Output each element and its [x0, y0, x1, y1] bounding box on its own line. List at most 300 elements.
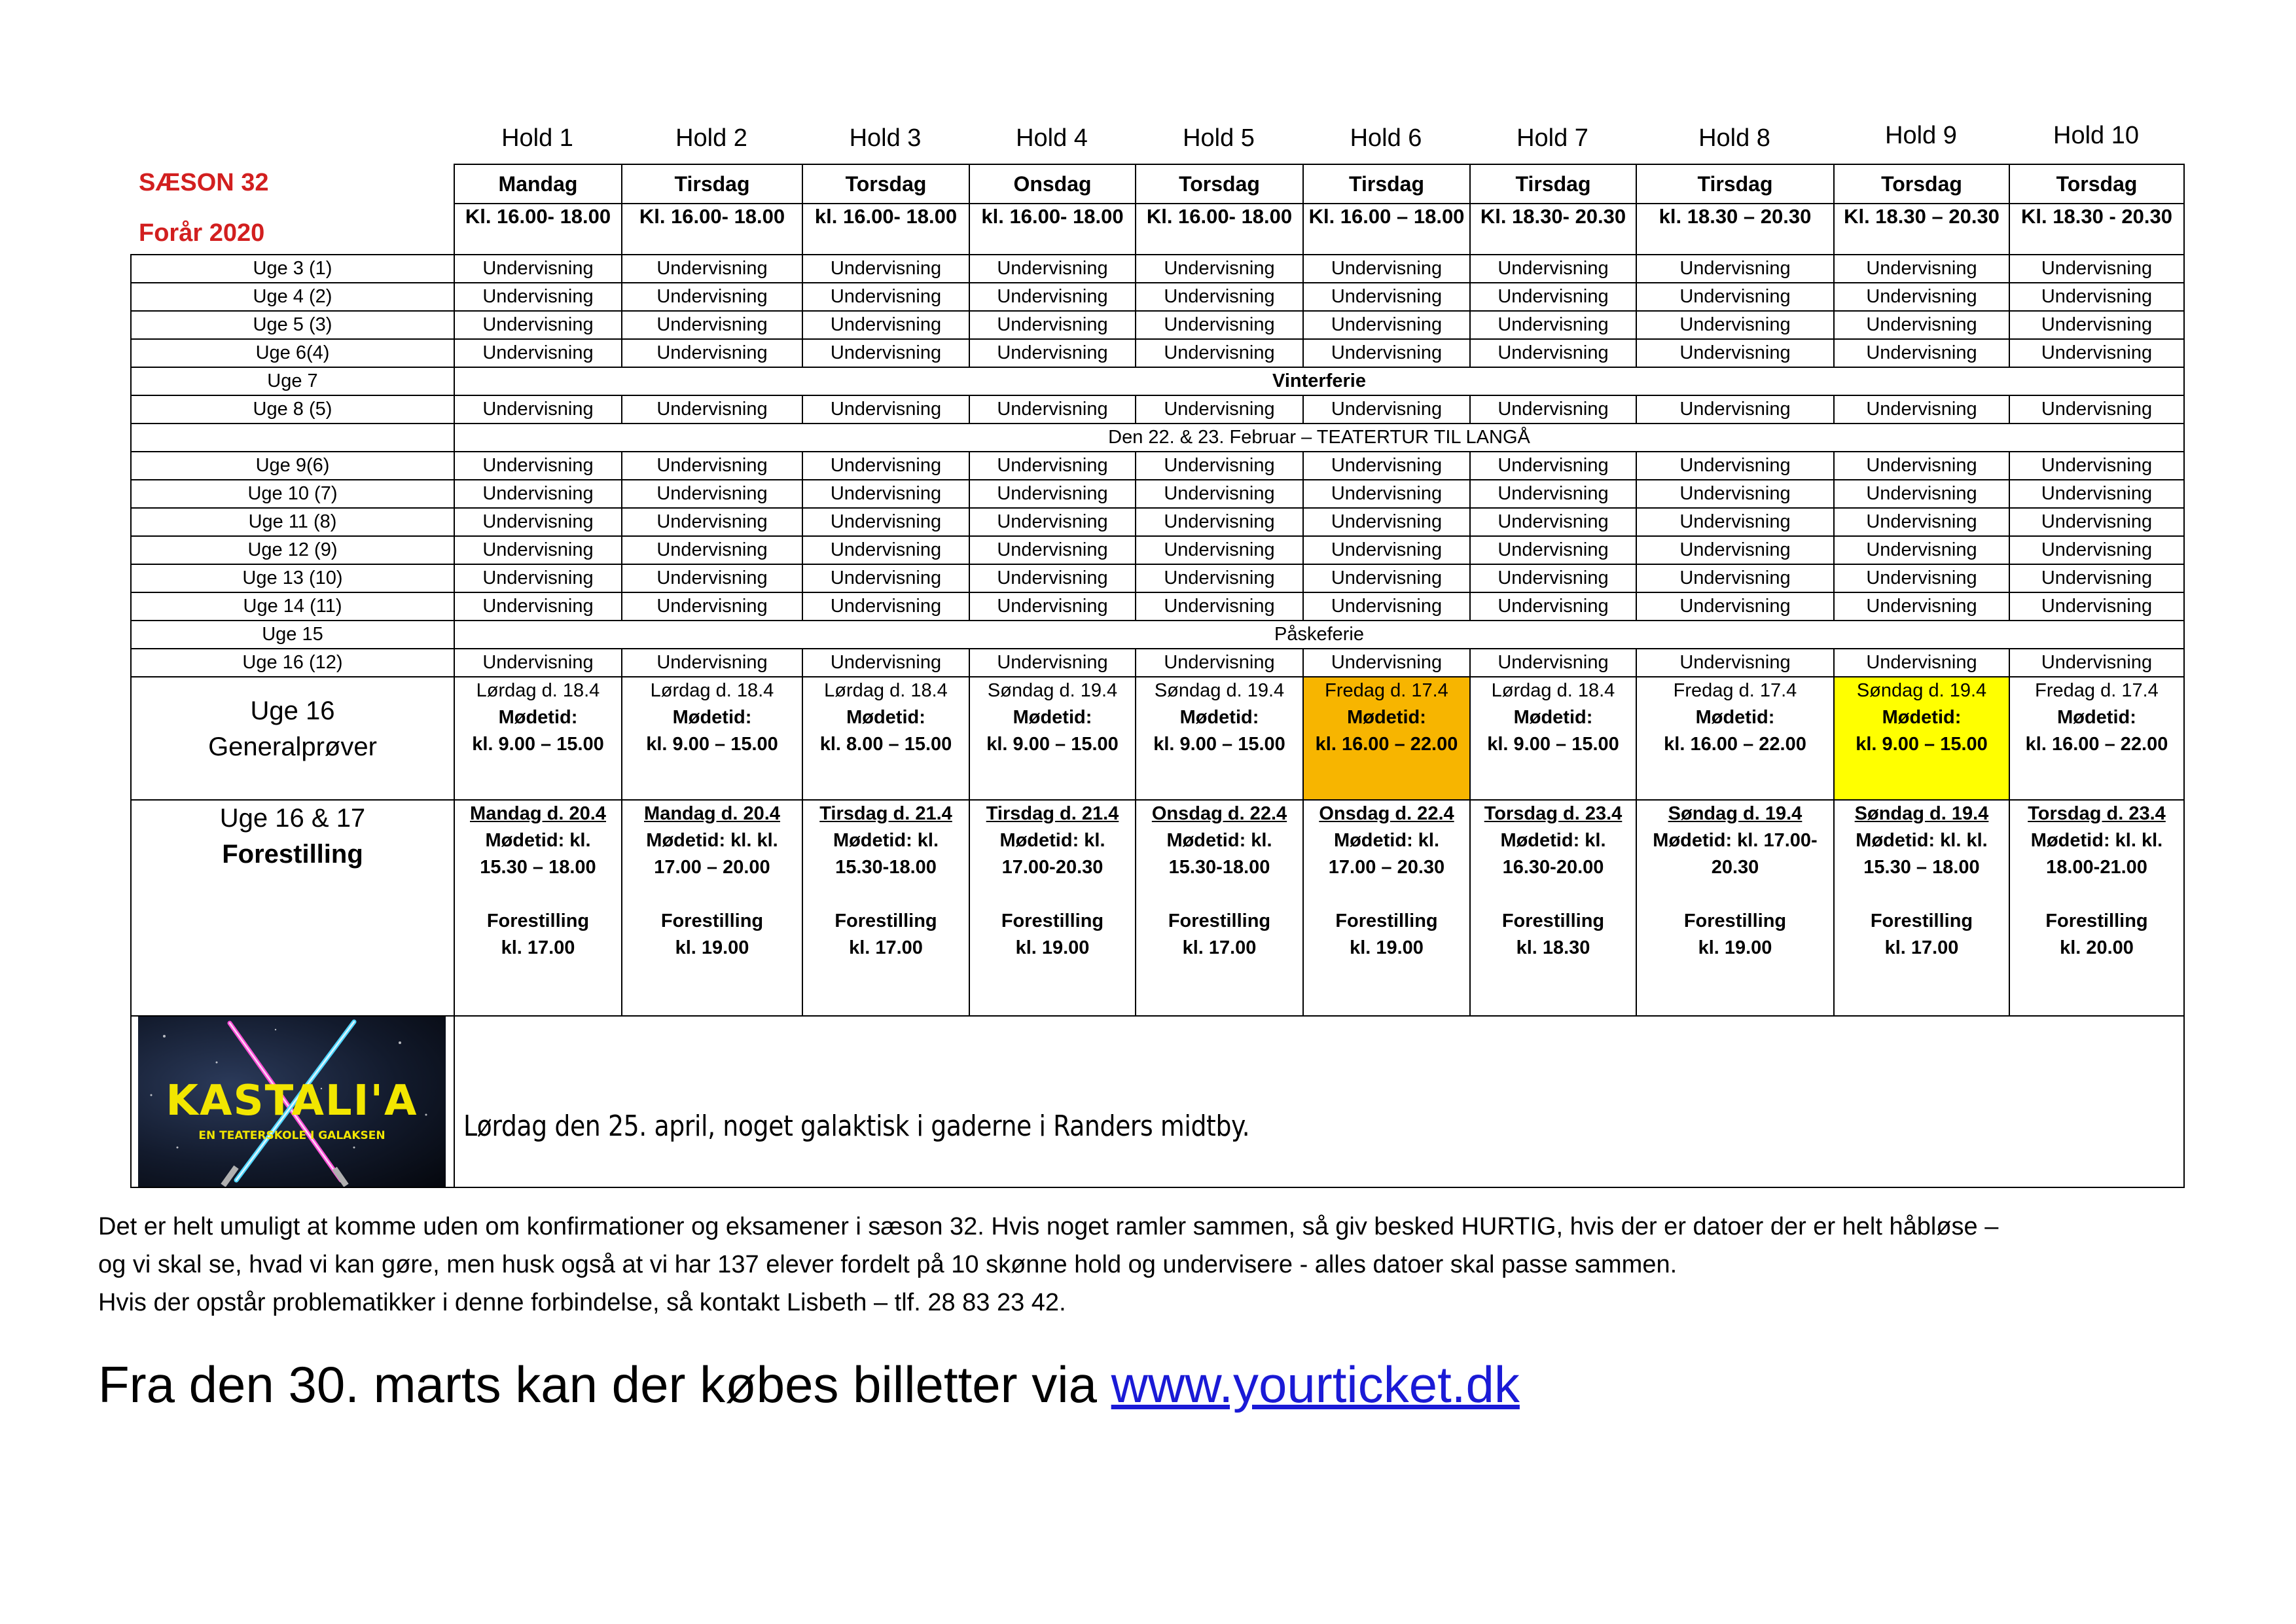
lesson-cell: Undervisning	[2009, 283, 2184, 311]
performance-cell	[622, 800, 802, 1016]
lesson-cell: Undervisning	[1136, 508, 1303, 536]
lesson-cell: Undervisning	[1136, 564, 1303, 592]
week-label: Uge 11 (8)	[131, 508, 454, 536]
lesson-cell: Undervisning	[1136, 283, 1303, 311]
week-row	[131, 452, 2184, 480]
performance-show-time: kl. 17.00	[501, 937, 575, 958]
lesson-cell: Undervisning	[622, 480, 802, 508]
lesson-cell: Undervisning	[1303, 536, 1470, 564]
logo-cell	[131, 1016, 454, 1187]
week-label: Uge 6(4)	[131, 339, 454, 367]
lesson-cell: Undervisning	[622, 536, 802, 564]
rehearsal-label-title: Generalprøver	[208, 732, 377, 761]
performance-show-label: Forestilling	[1501, 911, 1605, 931]
lesson-cell: Undervisning	[1834, 339, 2009, 367]
lesson-cell: Undervisning	[1136, 536, 1303, 564]
lesson-cell: Undervisning	[969, 339, 1136, 367]
spacer	[1835, 881, 2009, 908]
lesson-cell: Undervisning	[454, 395, 622, 424]
performance-meet-time: 15.30 – 18.00	[1863, 857, 1980, 878]
lesson-cell: Undervisning	[969, 508, 1136, 536]
lesson-cell: Undervisning	[1470, 649, 1636, 677]
rehearsal-time: kl. 9.00 – 15.00	[646, 734, 778, 755]
rehearsal-meet-label: Mødetid:	[498, 707, 578, 728]
lesson-cell: Undervisning	[1303, 649, 1470, 677]
time-cell: Kl. 16.00- 18.00	[454, 204, 622, 255]
performance-meet: Mødetid: kl. kl.	[1856, 830, 1988, 851]
lesson-cell: Undervisning	[1136, 311, 1303, 339]
hold-heading: Hold 3	[849, 124, 922, 152]
promo-text: Lørdag den 25. april, noget galaktisk i gaderne i Randers midtby.	[463, 1110, 1250, 1143]
time-cell: Kl. 18.30- 20.30	[1470, 204, 1636, 255]
lesson-cell: Undervisning	[1834, 311, 2009, 339]
lesson-cell: Undervisning	[454, 564, 622, 592]
performance-label-title: Forestilling	[222, 840, 363, 869]
time-cell: Kl. 16.00- 18.00	[1136, 204, 1303, 255]
lesson-cell: Undervisning	[969, 649, 1136, 677]
lesson-cell: Undervisning	[1136, 649, 1303, 677]
rehearsal-meet-label: Mødetid:	[1695, 707, 1775, 728]
day-cell: Torsdag	[1834, 164, 2009, 204]
performance-cell	[969, 800, 1136, 1016]
hold-heading: Hold 9	[1885, 122, 1957, 149]
performance-date: Søndag d. 19.4	[1854, 803, 1989, 824]
lesson-cell: Undervisning	[1470, 592, 1636, 621]
rehearsal-meet-label: Mødetid:	[1013, 707, 1092, 728]
lesson-cell: Undervisning	[622, 564, 802, 592]
performance-show-label: Forestilling	[660, 911, 764, 931]
day-row	[131, 164, 2184, 204]
rehearsal-meet-label: Mødetid:	[2057, 707, 2136, 728]
time-cell: Kl. 18.30 - 20.30	[2009, 204, 2184, 255]
lesson-cell: Undervisning	[969, 255, 1136, 283]
performance-meet: Mødetid: kl.	[999, 830, 1105, 851]
performance-meet-time: 17.00 – 20.00	[654, 857, 770, 878]
lesson-cell: Undervisning	[1834, 395, 2009, 424]
lesson-cell: Undervisning	[1470, 255, 1636, 283]
lesson-cell: Undervisning	[1470, 536, 1636, 564]
lesson-cell: Undervisning	[1303, 480, 1470, 508]
performance-meet-time: 17.00 – 20.30	[1328, 857, 1445, 878]
spacer	[803, 881, 969, 908]
spacer	[455, 881, 621, 908]
hold-heading: Hold 2	[675, 124, 747, 152]
lesson-cell: Undervisning	[1636, 480, 1834, 508]
performance-cell	[1636, 800, 1834, 1016]
performance-show-time: kl. 17.00	[1884, 937, 1959, 958]
lesson-cell: Undervisning	[1470, 564, 1636, 592]
lesson-cell: Undervisning	[1303, 283, 1470, 311]
lesson-cell: Undervisning	[2009, 255, 2184, 283]
lesson-cell: Undervisning	[2009, 649, 2184, 677]
promo-row	[131, 1016, 2184, 1187]
lesson-cell: Undervisning	[1470, 311, 1636, 339]
performance-meet: Mødetid: kl.	[1333, 830, 1440, 851]
lesson-cell: Undervisning	[1636, 592, 1834, 621]
logo-title: KASTALI'A	[166, 1077, 418, 1125]
kastalia-logo	[138, 1017, 446, 1187]
lesson-cell: Undervisning	[1470, 508, 1636, 536]
performance-show-label: Forestilling	[486, 911, 590, 931]
performance-date: Torsdag d. 23.4	[2028, 803, 2166, 824]
promo-cell	[454, 1016, 2184, 1187]
lesson-cell: Undervisning	[454, 536, 622, 564]
hold-heading: Hold 5	[1183, 124, 1255, 152]
lesson-cell: Undervisning	[802, 649, 969, 677]
week-row	[131, 255, 2184, 283]
lesson-cell: Undervisning	[622, 283, 802, 311]
spacer	[1637, 881, 1833, 908]
day-cell: Tirsdag	[1303, 164, 1470, 204]
lesson-cell: Undervisning	[1303, 508, 1470, 536]
lesson-cell: Undervisning	[2009, 452, 2184, 480]
time-row	[131, 204, 2184, 255]
lesson-cell: Undervisning	[454, 480, 622, 508]
performance-show-label: Forestilling	[834, 911, 937, 931]
lesson-cell: Undervisning	[1136, 255, 1303, 283]
lesson-cell: Undervisning	[1303, 339, 1470, 367]
week-label: Uge 3 (1)	[131, 255, 454, 283]
week-row	[131, 395, 2184, 424]
rehearsal-meet-label: Mødetid:	[1513, 707, 1593, 728]
rehearsal-cell	[802, 677, 969, 800]
performance-meet: Mødetid: kl. kl.	[646, 830, 778, 851]
performance-date: Onsdag d. 22.4	[1151, 803, 1287, 824]
info-note-line: Det er helt umuligt at komme uden om konfirmationer og eksamener i sæson 32. Hvis noget ramler sammen, så giv besked HURTIG, hvis der er datoer der er helt håbløse –	[98, 1213, 1999, 1240]
spacer	[1304, 881, 1469, 908]
lesson-cell: Undervisning	[1470, 480, 1636, 508]
week-label: Uge 5 (3)	[131, 311, 454, 339]
performance-date: Søndag d. 19.4	[1668, 803, 1803, 824]
rehearsal-date: Fredag d. 17.4	[2035, 680, 2159, 701]
week-row	[131, 339, 2184, 367]
week-label	[131, 424, 454, 452]
lesson-cell: Undervisning	[1834, 564, 2009, 592]
spacer	[2010, 881, 2183, 908]
lesson-cell: Undervisning	[1470, 452, 1636, 480]
performance-date: Onsdag d. 22.4	[1319, 803, 1454, 824]
performance-date: Mandag d. 20.4	[644, 803, 780, 824]
ticket-link[interactable]: www.yourticket.dk	[1111, 1356, 1520, 1413]
lesson-cell: Undervisning	[1636, 255, 1834, 283]
week-label: Uge 8 (5)	[131, 395, 454, 424]
week-label: Uge 15	[131, 621, 454, 649]
rehearsal-time: kl. 9.00 – 15.00	[472, 734, 604, 755]
lesson-cell: Undervisning	[2009, 508, 2184, 536]
lesson-cell: Undervisning	[969, 452, 1136, 480]
performance-meet-time: 16.30-20.00	[1502, 857, 1604, 878]
hold-heading: Hold 8	[1698, 124, 1770, 152]
performance-show-time: kl. 19.00	[675, 937, 749, 958]
rehearsal-cell	[454, 677, 622, 800]
day-cell: Torsdag	[1136, 164, 1303, 204]
performance-show-label: Forestilling	[1001, 911, 1104, 931]
week-note: Vinterferie	[454, 367, 2184, 395]
lesson-cell: Undervisning	[1636, 452, 1834, 480]
week-row	[131, 480, 2184, 508]
week-label: Uge 13 (10)	[131, 564, 454, 592]
lesson-cell: Undervisning	[2009, 536, 2184, 564]
week-row	[131, 649, 2184, 677]
week-row	[131, 367, 2184, 395]
rehearsal-cell	[1834, 677, 2009, 800]
blank-cell	[131, 204, 454, 255]
performance-meet: Mødetid: kl.	[485, 830, 591, 851]
spacer	[1136, 881, 1302, 908]
rehearsal-label	[131, 677, 454, 800]
time-cell: Kl. 18.30 – 20.30	[1834, 204, 2009, 255]
lesson-cell: Undervisning	[1303, 255, 1470, 283]
week-row	[131, 508, 2184, 536]
season-subtitle: Forår 2020	[139, 219, 265, 247]
lesson-cell: Undervisning	[622, 592, 802, 621]
lesson-cell: Undervisning	[969, 564, 1136, 592]
rehearsal-cell	[2009, 677, 2184, 800]
rehearsal-label-week: Uge 16	[250, 696, 335, 725]
rehearsal-cell	[1636, 677, 1834, 800]
lesson-cell: Undervisning	[1136, 339, 1303, 367]
week-label: Uge 9(6)	[131, 452, 454, 480]
lesson-cell: Undervisning	[802, 452, 969, 480]
performance-meet: Mødetid: kl.	[1500, 830, 1606, 851]
performance-show-label: Forestilling	[1870, 911, 1973, 931]
info-note-line: Hvis der opstår problematikker i denne forbindelse, så kontakt Lisbeth – tlf. 28 83 23 42.	[98, 1289, 1066, 1316]
performance-show-label: Forestilling	[1683, 911, 1787, 931]
lesson-cell: Undervisning	[969, 395, 1136, 424]
performance-label	[131, 800, 454, 1016]
lesson-cell: Undervisning	[1136, 452, 1303, 480]
lesson-cell: Undervisning	[1303, 395, 1470, 424]
week-label: Uge 10 (7)	[131, 480, 454, 508]
rehearsal-date: Søndag d. 19.4	[1856, 680, 1987, 701]
performance-cell	[454, 800, 622, 1016]
lesson-cell: Undervisning	[1470, 283, 1636, 311]
day-cell: Onsdag	[969, 164, 1136, 204]
week-row	[131, 536, 2184, 564]
week-note: Påskeferie	[454, 621, 2184, 649]
performance-meet-time: 15.30-18.00	[835, 857, 937, 878]
rehearsal-meet-label: Mødetid:	[846, 707, 925, 728]
lesson-cell: Undervisning	[802, 592, 969, 621]
performance-meet: Mødetid: kl. 17.00-	[1653, 830, 1818, 851]
lesson-cell: Undervisning	[1834, 283, 2009, 311]
performance-meet-time: 18.00-21.00	[2046, 857, 2147, 878]
rehearsal-cell	[1303, 677, 1470, 800]
lesson-cell: Undervisning	[622, 311, 802, 339]
info-note	[98, 1208, 1998, 1322]
lesson-cell: Undervisning	[1470, 395, 1636, 424]
week-label: Uge 4 (2)	[131, 283, 454, 311]
ticket-text: Fra den 30. marts kan der købes billetter via	[98, 1356, 1111, 1413]
lesson-cell: Undervisning	[622, 339, 802, 367]
hold-heading: Hold 10	[2053, 122, 2139, 149]
week-note: Den 22. & 23. Februar – TEATERTUR TIL LANGÅ	[454, 424, 2184, 452]
performance-show-time: kl. 19.00	[1350, 937, 1424, 958]
performance-meet-time: 17.00-20.30	[1001, 857, 1103, 878]
lesson-cell: Undervisning	[454, 311, 622, 339]
time-cell: kl. 16.00- 18.00	[969, 204, 1136, 255]
lesson-cell: Undervisning	[1136, 395, 1303, 424]
performance-show-label: Forestilling	[1168, 911, 1271, 931]
rehearsal-time: kl. 8.00 – 15.00	[819, 734, 952, 755]
rehearsal-cell	[1470, 677, 1636, 800]
lesson-cell: Undervisning	[2009, 564, 2184, 592]
rehearsal-date: Lørdag d. 18.4	[650, 680, 774, 701]
lesson-cell: Undervisning	[1834, 452, 2009, 480]
performance-row	[131, 800, 2184, 1016]
rehearsal-time: kl. 16.00 – 22.00	[1664, 734, 1806, 755]
lesson-cell: Undervisning	[802, 536, 969, 564]
performance-show-time: kl. 20.00	[2060, 937, 2134, 958]
lesson-cell: Undervisning	[969, 283, 1136, 311]
rehearsal-date: Lørdag d. 18.4	[824, 680, 948, 701]
performance-show-label: Forestilling	[2045, 911, 2148, 931]
lesson-cell: Undervisning	[454, 649, 622, 677]
lesson-cell: Undervisning	[1303, 592, 1470, 621]
lesson-cell: Undervisning	[1636, 564, 1834, 592]
performance-show-time: kl. 18.30	[1516, 937, 1590, 958]
performance-date: Tirsdag d. 21.4	[986, 803, 1119, 824]
performance-date: Tirsdag d. 21.4	[819, 803, 952, 824]
performance-meet-time: 20.30	[1711, 857, 1759, 878]
lesson-cell: Undervisning	[622, 255, 802, 283]
time-cell: kl. 16.00- 18.00	[802, 204, 969, 255]
lesson-cell: Undervisning	[802, 255, 969, 283]
day-cell: Tirsdag	[1636, 164, 1834, 204]
rehearsal-time: kl. 16.00 – 22.00	[2025, 734, 2168, 755]
performance-meet-time: 15.30 – 18.00	[480, 857, 596, 878]
lesson-cell: Undervisning	[1834, 480, 2009, 508]
lesson-cell: Undervisning	[802, 311, 969, 339]
performance-date: Mandag d. 20.4	[470, 803, 606, 824]
lesson-cell: Undervisning	[622, 452, 802, 480]
performance-show-label: Forestilling	[1335, 911, 1438, 931]
lesson-cell: Undervisning	[802, 508, 969, 536]
spacer	[970, 881, 1135, 908]
lesson-cell: Undervisning	[969, 536, 1136, 564]
lesson-cell: Undervisning	[1303, 452, 1470, 480]
lesson-cell: Undervisning	[1636, 395, 1834, 424]
lesson-cell: Undervisning	[969, 592, 1136, 621]
rehearsal-cell	[622, 677, 802, 800]
performance-show-time: kl. 19.00	[1015, 937, 1090, 958]
performance-cell	[1136, 800, 1303, 1016]
rehearsal-date: Søndag d. 19.4	[1154, 680, 1285, 701]
lesson-cell: Undervisning	[1636, 649, 1834, 677]
rehearsal-date: Fredag d. 17.4	[1673, 680, 1797, 701]
week-label: Uge 14 (11)	[131, 592, 454, 621]
week-label: Uge 7	[131, 367, 454, 395]
day-cell: Torsdag	[2009, 164, 2184, 204]
rehearsal-meet-label: Mødetid:	[1347, 707, 1426, 728]
lesson-cell: Undervisning	[2009, 592, 2184, 621]
week-row	[131, 592, 2184, 621]
lesson-cell: Undervisning	[802, 480, 969, 508]
rehearsal-date: Lørdag d. 18.4	[1491, 680, 1615, 701]
lesson-cell: Undervisning	[454, 592, 622, 621]
lesson-cell: Undervisning	[454, 508, 622, 536]
lesson-cell: Undervisning	[1636, 536, 1834, 564]
lesson-cell: Undervisning	[454, 255, 622, 283]
day-cell: Torsdag	[802, 164, 969, 204]
rehearsal-time: kl. 9.00 – 15.00	[986, 734, 1119, 755]
lesson-cell: Undervisning	[454, 339, 622, 367]
lesson-cell: Undervisning	[2009, 480, 2184, 508]
ticket-info	[98, 1355, 1520, 1415]
day-cell: Tirsdag	[1470, 164, 1636, 204]
week-label: Uge 16 (12)	[131, 649, 454, 677]
time-cell: Kl. 16.00 – 18.00	[1303, 204, 1470, 255]
week-label: Uge 12 (9)	[131, 536, 454, 564]
day-cell: Tirsdag	[622, 164, 802, 204]
lesson-cell: Undervisning	[1834, 592, 2009, 621]
rehearsal-meet-label: Mødetid:	[1882, 707, 1962, 728]
lesson-cell: Undervisning	[1636, 311, 1834, 339]
rehearsal-time: kl. 9.00 – 15.00	[1487, 734, 1619, 755]
performance-meet: Mødetid: kl.	[833, 830, 939, 851]
lesson-cell: Undervisning	[454, 452, 622, 480]
schedule-table	[130, 164, 2185, 1188]
performance-meet: Mødetid: kl. kl.	[2030, 830, 2163, 851]
rehearsal-meet-label: Mødetid:	[1179, 707, 1259, 728]
info-note-line: og vi skal se, hvad vi kan gøre, men husk også at vi har 137 elever fordelt på 10 skønne hold og undervisere - alles datoer skal passe sammen.	[98, 1251, 1677, 1278]
lesson-cell: Undervisning	[622, 508, 802, 536]
day-cell: Mandag	[454, 164, 622, 204]
rehearsal-cell	[1136, 677, 1303, 800]
rehearsal-meet-label: Mødetid:	[672, 707, 752, 728]
week-row	[131, 283, 2184, 311]
lesson-cell: Undervisning	[1636, 339, 1834, 367]
rehearsal-cell	[969, 677, 1136, 800]
season-title: SÆSON 32	[139, 169, 269, 196]
spacer	[1471, 881, 1636, 908]
rehearsal-time: kl. 9.00 – 15.00	[1153, 734, 1285, 755]
performance-show-time: kl. 17.00	[1182, 937, 1257, 958]
rehearsal-date: Fredag d. 17.4	[1325, 680, 1448, 701]
lesson-cell: Undervisning	[622, 395, 802, 424]
rehearsal-date: Søndag d. 19.4	[987, 680, 1118, 701]
performance-meet: Mødetid: kl.	[1166, 830, 1272, 851]
performance-label-week: Uge 16 & 17	[219, 804, 366, 833]
lesson-cell: Undervisning	[1136, 592, 1303, 621]
week-row	[131, 311, 2184, 339]
performance-cell	[802, 800, 969, 1016]
hold-heading: Hold 4	[1016, 124, 1088, 152]
performance-cell	[2009, 800, 2184, 1016]
lesson-cell: Undervisning	[454, 283, 622, 311]
performance-show-time: kl. 17.00	[849, 937, 923, 958]
lesson-cell: Undervisning	[2009, 395, 2184, 424]
lesson-cell: Undervisning	[969, 311, 1136, 339]
lesson-cell: Undervisning	[1636, 508, 1834, 536]
lesson-cell: Undervisning	[1303, 311, 1470, 339]
lesson-cell: Undervisning	[969, 480, 1136, 508]
lesson-cell: Undervisning	[2009, 311, 2184, 339]
performance-show-time: kl. 19.00	[1698, 937, 1772, 958]
time-cell: kl. 18.30 – 20.30	[1636, 204, 1834, 255]
performance-cell	[1470, 800, 1636, 1016]
week-row	[131, 621, 2184, 649]
week-row	[131, 564, 2184, 592]
performance-date: Torsdag d. 23.4	[1484, 803, 1623, 824]
rehearsal-time: kl. 9.00 – 15.00	[1856, 734, 1988, 755]
hold-heading: Hold 1	[501, 124, 573, 152]
lesson-cell: Undervisning	[1303, 564, 1470, 592]
lesson-cell: Undervisning	[1834, 536, 2009, 564]
lesson-cell: Undervisning	[802, 283, 969, 311]
lesson-cell: Undervisning	[1834, 508, 2009, 536]
lesson-cell: Undervisning	[622, 649, 802, 677]
